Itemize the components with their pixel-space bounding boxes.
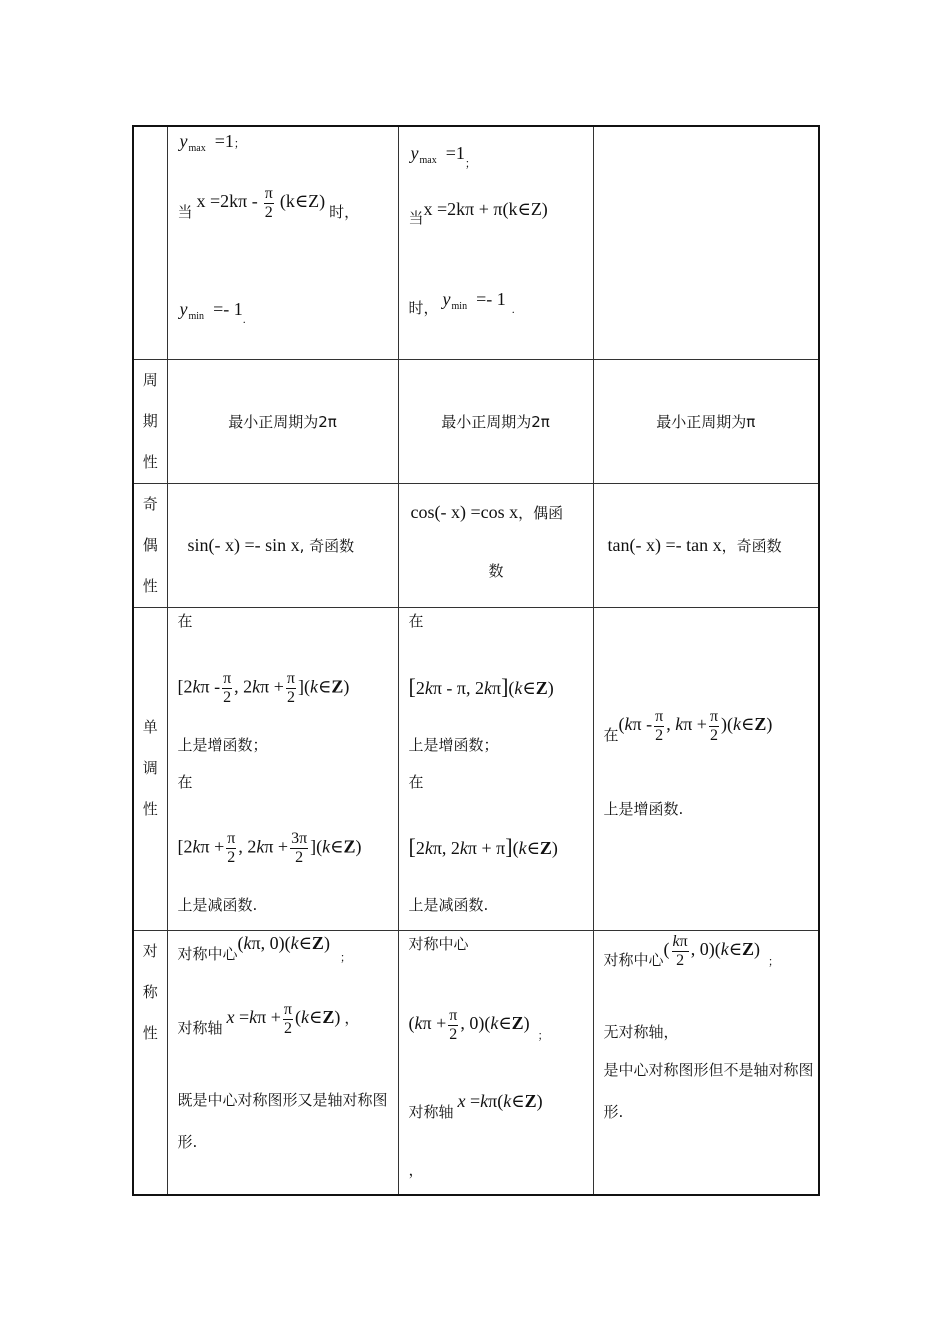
sin-ymax: $y_{max} =1$； — [179, 131, 245, 154]
tan-inc-interval: 在(kπ - $\frac{\pi}{2}$ , kπ + $\frac{\pi}{2}$ )(k∈Z) — [603, 707, 773, 745]
row-parity — [133, 483, 819, 607]
sin-monotonic: 在 [2kπ - $\frac{\pi}{2}$ , 2kπ + $\frac{\pi}{2}$ ](k∈Z) 上是增函数； 在 [2kπ + $\frac{\pi}{2}$ , 2kπ + $\frac{3\pi}{2}$ ](k∈Z) 上是减函数. — [167, 607, 398, 930]
cos-extrema-cell — [398, 126, 593, 359]
cos-dec-interval: [2kπ, 2kπ + π](k∈Z) — [408, 833, 558, 859]
cos-period: 最小正周期为2π — [398, 359, 593, 483]
cos-ymax: $y_{max} =1_;$ — [410, 143, 476, 170]
sin-parity: sin(- x) =- sin x, 奇函数 — [167, 483, 398, 607]
cos-inc-interval: [2kπ - π, 2kπ](k∈Z) — [408, 673, 554, 699]
cos-monotonic: 在 [2kπ - π, 2kπ](k∈Z) 上是增函数； 在 [2kπ, 2kπ + π](k∈Z) 上是减函数. — [398, 607, 593, 930]
sin-min-condition: 当 x =2kπ - $\frac{\pi}{2}$ (k∈Z) 时， — [177, 185, 360, 222]
tan-parity: tan(- x) =- tan x，奇函数 — [593, 483, 819, 607]
tan-period: 最小正周期为π — [593, 359, 819, 483]
cos-parity: cos(- x) =cos x，偶函 数 — [398, 483, 593, 607]
tan-extrema-cell — [593, 126, 819, 359]
header-symmetry: 对 称 性 — [133, 930, 167, 1195]
sin-ymin: $y_{min} =- 1_.$ — [179, 299, 246, 326]
row-extrema — [133, 126, 819, 359]
sin-axis: 对称轴 x =kπ + $\frac{\pi}{2}$ (k∈Z) ， — [177, 1000, 360, 1038]
tan-monotonic: 在(kπ - $\frac{\pi}{2}$ , kπ + $\frac{\pi}{2}$ )(k∈Z) 上是增函数. — [593, 607, 819, 930]
sin-center: 对称中心(kπ, $0)(k\in Z)_;$ — [177, 932, 351, 964]
cos-symmetry: 对称中心 (kπ + $\frac{\pi}{2}$ , $0)(k\in Z)_;$ 对称轴 x =kπ(k∈Z) ， — [398, 930, 593, 1195]
tan-center: 对称中心( $\frac{k\pi}{2}$ , $0)(k\in Z)_;$ — [603, 932, 780, 970]
header-monotonic: 单 调 性 — [133, 607, 167, 930]
row-period — [133, 359, 819, 483]
header-period: 周 期 性 — [133, 359, 167, 483]
sin-extrema-cell — [167, 126, 398, 359]
sin-symmetry: 对称中心(kπ, $0)(k\in Z)_;$ 对称轴 x =kπ + $\frac{\pi}{2}$ (k∈Z) ， 既是中心对称图形又是轴对称图形. — [167, 930, 398, 1195]
cos-min-condition: 当x =2kπ + π(k∈Z) — [408, 199, 548, 227]
cos-center: (kπ + $\frac{\pi}{2}$ , $0)(k\in Z)_;$ — [408, 1006, 549, 1043]
sin-dec-interval: [2kπ + $\frac{\pi}{2}$ , 2kπ + $\frac{3\pi}{2}$ ](k∈Z) — [177, 829, 362, 866]
header-cell-extrema — [133, 126, 167, 359]
sin-inc-interval: [2kπ - $\frac{\pi}{2}$ , 2kπ + $\frac{\pi}{2}$ ](k∈Z) — [177, 669, 350, 706]
sin-period: 最小正周期为2π — [167, 359, 398, 483]
row-symmetry — [133, 930, 819, 1195]
cos-ymin: 时， $y_{min} =- 1$ $_.$ — [408, 289, 515, 317]
header-parity: 奇 偶 性 — [133, 483, 167, 607]
trig-properties-table — [132, 125, 820, 1196]
row-monotonic — [133, 607, 819, 930]
cos-axis: 对称轴 x =kπ(k∈Z) — [408, 1090, 543, 1121]
tan-symmetry: 对称中心( $\frac{k\pi}{2}$ , $0)(k\in Z)_;$ 无对称轴， 是中心对称图形但不是轴对称图形. — [593, 930, 819, 1195]
